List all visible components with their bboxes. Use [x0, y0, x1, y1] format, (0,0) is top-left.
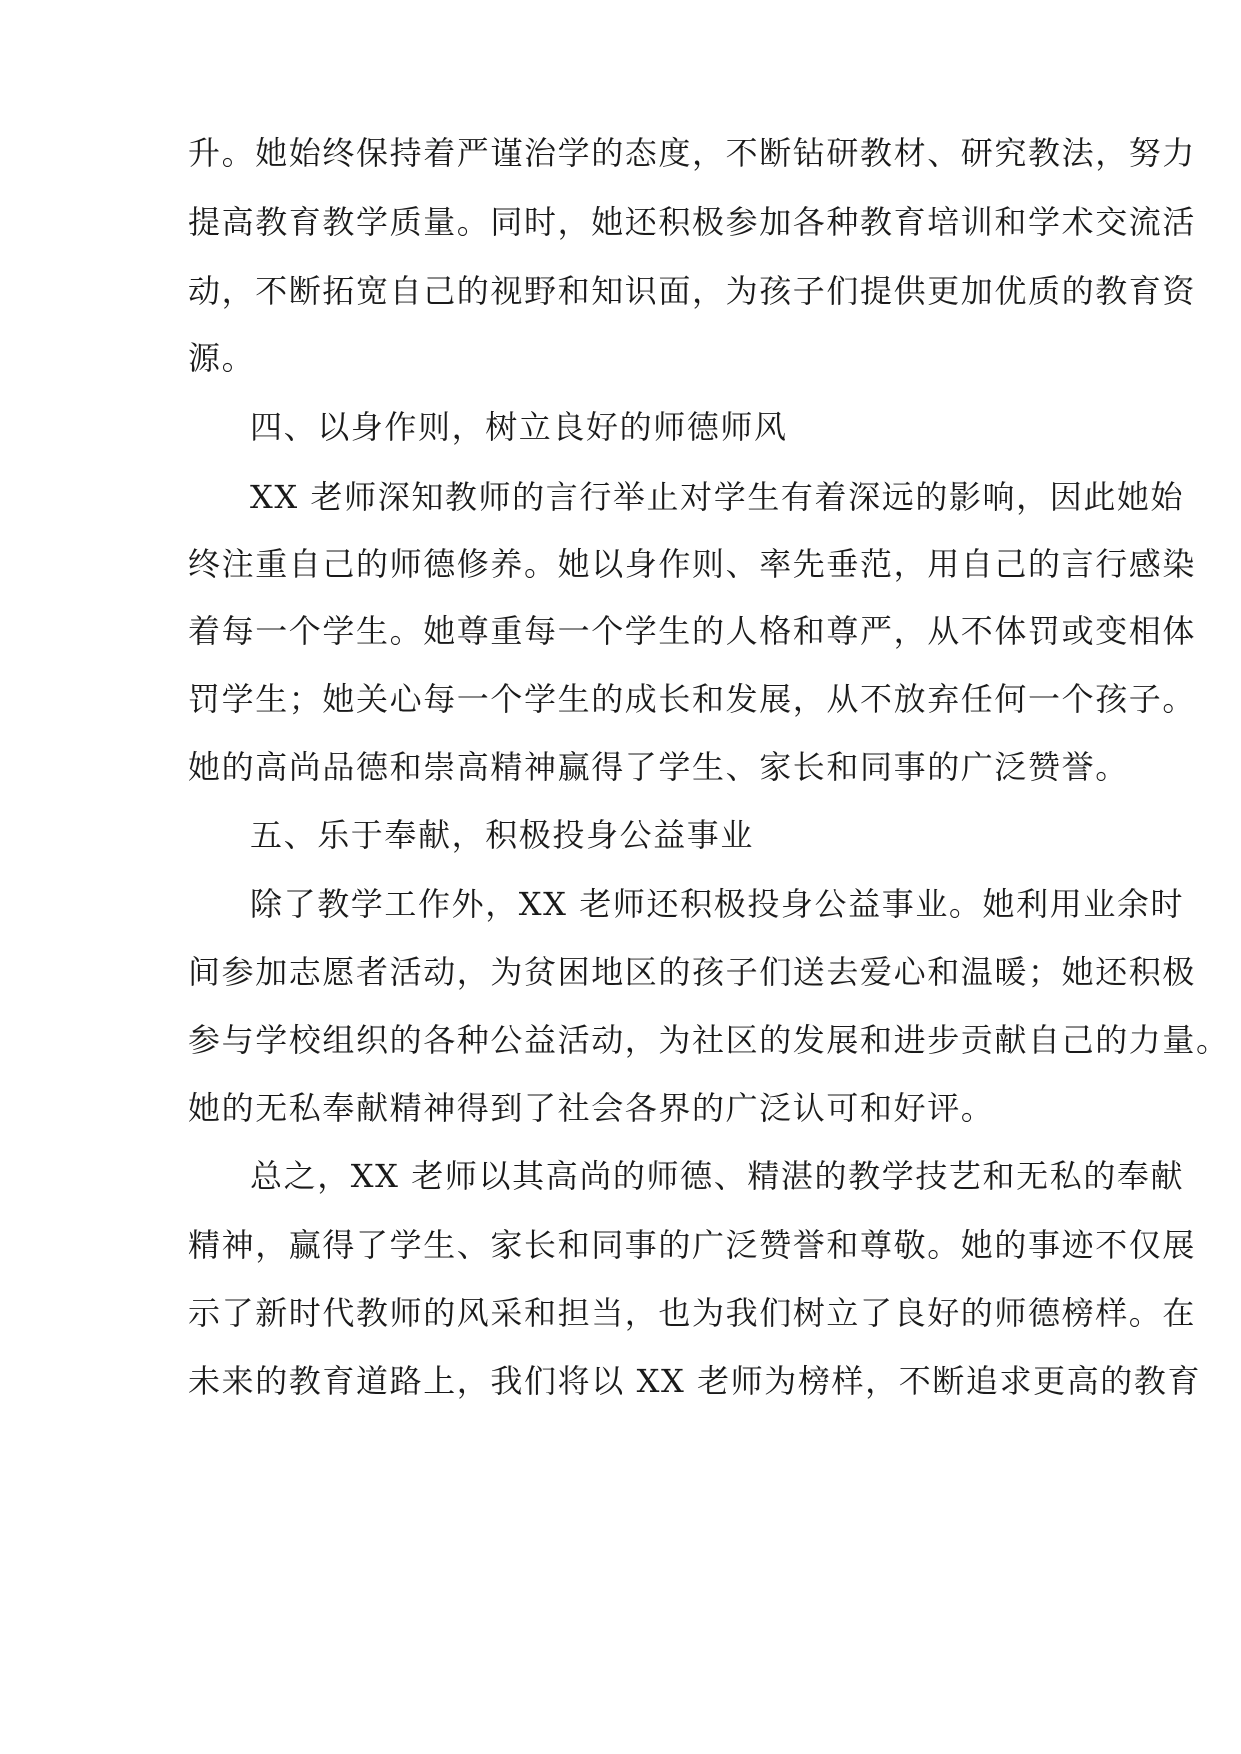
text-line: 动，不断拓宽自己的视野和知识面，为孩子们提供更加优质的教育资 [188, 272, 1197, 310]
text-line: 除了教学工作外，XX 老师还积极投身公益事业。她利用业余时 [250, 885, 1185, 923]
text-line: XX 老师深知教师的言行举止对学生有着深远的影响，因此她始 [250, 478, 1185, 516]
text-line: 源。 [188, 339, 256, 377]
text-line: 终注重自己的师德修养。她以身作则、率先垂范，用自己的言行感染 [188, 545, 1197, 583]
text-line: 着每一个学生。她尊重每一个学生的人格和尊严，从不体罚或变相体 [188, 612, 1197, 650]
text-line: 总之，XX 老师以其高尚的师德、精湛的教学技艺和无私的奉献 [250, 1157, 1185, 1195]
text-line: 升。她始终保持着严谨治学的态度，不断钻研教材、研究教法，努力 [188, 134, 1197, 172]
text-line: 精神，赢得了学生、家长和同事的广泛赞誉和尊敬。她的事迹不仅展 [188, 1226, 1197, 1264]
text-line: 她的高尚品德和崇高精神赢得了学生、家长和同事的广泛赞誉。 [188, 748, 1129, 786]
text-line: 她的无私奉献精神得到了社会各界的广泛认可和好评。 [188, 1089, 995, 1127]
section-heading: 五、乐于奉献，积极投身公益事业 [250, 816, 755, 854]
section-heading: 四、以身作则，树立良好的师德师风 [250, 408, 788, 446]
text-line: 罚学生；她关心每一个学生的成长和发展，从不放弃任何一个孩子。 [188, 680, 1197, 718]
text-line: 提高教育教学质量。同时，她还积极参加各种教育培训和学术交流活 [188, 203, 1197, 241]
text-line: 示了新时代教师的风采和担当，也为我们树立了良好的师德榜样。在 [188, 1294, 1197, 1332]
text-line: 间参加志愿者活动，为贫困地区的孩子们送去爱心和温暖；她还积极 [188, 953, 1197, 991]
text-line: 参与学校组织的各种公益活动，为社区的发展和进步贡献自己的力量。 [188, 1021, 1230, 1059]
text-line: 未来的教育道路上，我们将以 XX 老师为榜样，不断追求更高的教育 [188, 1362, 1202, 1400]
